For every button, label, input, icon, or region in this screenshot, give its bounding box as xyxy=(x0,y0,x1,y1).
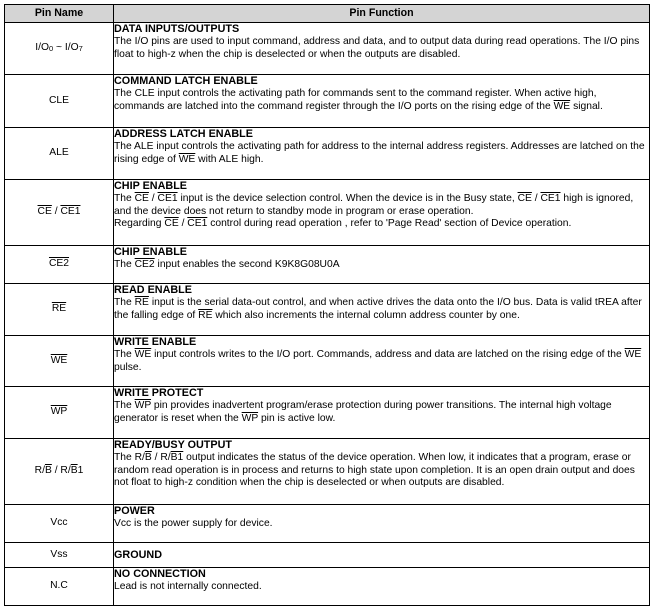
pin-name-cell: Vss xyxy=(5,543,114,568)
pin-name-cell: $\overline{WP}$ xyxy=(5,387,114,439)
function-description: Lead is not internally connected. xyxy=(114,580,262,592)
pin-function-cell xyxy=(114,246,650,284)
function-title: CHIP ENABLE xyxy=(114,180,187,192)
pin-name-cell: Vcc xyxy=(5,505,114,543)
function-description: The $\overline{WP}$ pin provides inadvertent program/erase protection during power transitions. The internal high voltage generator is reset when the $\overline{WP}$ pin is active low. xyxy=(114,399,612,424)
pin-function-cell xyxy=(114,75,650,128)
pin-name-cell: $\overline{WE}$ xyxy=(5,336,114,387)
table-row xyxy=(5,439,650,505)
pin-name-cell: ALE xyxy=(5,128,114,180)
function-title: COMMAND LATCH ENABLE xyxy=(114,75,258,87)
pin-description-table xyxy=(4,4,650,606)
pin-name-cell: I/O0 ~ I/O7 xyxy=(5,23,114,75)
function-description: The CE2 input enables the second K9K8G08U0A xyxy=(114,258,340,270)
table-row xyxy=(5,387,650,439)
pin-function-cell xyxy=(114,543,650,568)
table-row xyxy=(5,128,650,180)
pin-function-cell xyxy=(114,568,650,606)
pin-name-cell: CLE xyxy=(5,75,114,128)
pin-name-cell: $\overline{CE} / CE1$ xyxy=(5,180,114,246)
function-title: READ ENABLE xyxy=(114,284,192,296)
pin-function-cell xyxy=(114,128,650,180)
function-title: WRITE PROTECT xyxy=(114,387,204,399)
table-row xyxy=(5,246,650,284)
pin-function-cell xyxy=(114,505,650,543)
function-title: ADDRESS LATCH ENABLE xyxy=(114,128,253,140)
pin-function-cell xyxy=(114,387,650,439)
pin-name-cell: $\overline{RE}$ xyxy=(5,284,114,336)
function-title: POWER xyxy=(114,505,155,517)
function-title: GROUND xyxy=(114,548,162,561)
table-row xyxy=(5,180,650,246)
function-description: The $\overline{CE} / CE1$ input is the device selection control. When the device is in the Busy state, $\overline{CE} / CE1$ high is ignored, and the device does not return to standby mode in program or erase operation. Regarding $\overline{CE} / CE1$ control during read operation , refer to 'Page Read' section of Device operation. xyxy=(114,192,634,230)
table-row xyxy=(5,505,650,543)
table-header-row xyxy=(5,5,650,23)
pin-function-cell xyxy=(114,439,650,505)
function-title: DATA INPUTS/OUTPUTS xyxy=(114,23,240,35)
function-description: The ALE input controls the activating path for address to the internal address registers. Addresses are latched on the rising edge of $\overline{WE}$ with ALE high. xyxy=(114,140,645,165)
function-description: The I/O pins are used to input command, address and data, and to output data during read operations. The I/O pins float to high-z when the chip is deselected or when the outputs are disabled. xyxy=(114,35,640,60)
pin-function-cell xyxy=(114,180,650,246)
table-row xyxy=(5,336,650,387)
pin-function-cell xyxy=(114,336,650,387)
table-row xyxy=(5,75,650,128)
pin-function-cell xyxy=(114,284,650,336)
pin-name-cell: CE2 xyxy=(5,246,114,284)
function-description: The CLE input controls the activating path for commands sent to the command register. When active high, commands are latched into the command register through the I/O ports on the rising edge of the $\overline{WE}$ signal. xyxy=(114,87,603,112)
function-title: CHIP ENABLE xyxy=(114,246,187,258)
function-description: The $\overline{RE}$ input is the serial data-out control, and when active drives the data onto the I/O bus. Data is valid tREA after the falling edge of $\overline{RE}$ which also increments the internal column address counter by one. xyxy=(114,296,642,321)
function-description: The $\overline{WE}$ input controls writes to the I/O port. Commands, address and data are latched on the rising edge of the $\overline{WE}$ pulse. xyxy=(114,348,642,373)
function-description: Vcc is the power supply for device. xyxy=(114,517,273,529)
pin-function-header: Pin Function xyxy=(114,5,650,23)
table-row xyxy=(5,568,650,606)
pin-name-header: Pin Name xyxy=(5,5,114,23)
table-row xyxy=(5,284,650,336)
pin-name-cell: N.C xyxy=(5,568,114,606)
table-row xyxy=(5,23,650,75)
function-title: READY/BUSY OUTPUT xyxy=(114,439,232,451)
function-title: NO CONNECTION xyxy=(114,568,206,580)
function-description: The $R/\overline{B} / R/B1$ output indicates the status of the device operation. When low, it indicates that a program, erase or random read operation is in process and returns to high state upon completion. It is an open drain output and does not float to high-z condition when the chip is deselected or when outputs are disabled. xyxy=(114,451,635,489)
pin-function-cell xyxy=(114,23,650,75)
table-row xyxy=(5,543,650,568)
function-title: WRITE ENABLE xyxy=(114,336,197,348)
pin-name-cell: $R/\overline{B} / R/\overline{B}1$ xyxy=(5,439,114,505)
